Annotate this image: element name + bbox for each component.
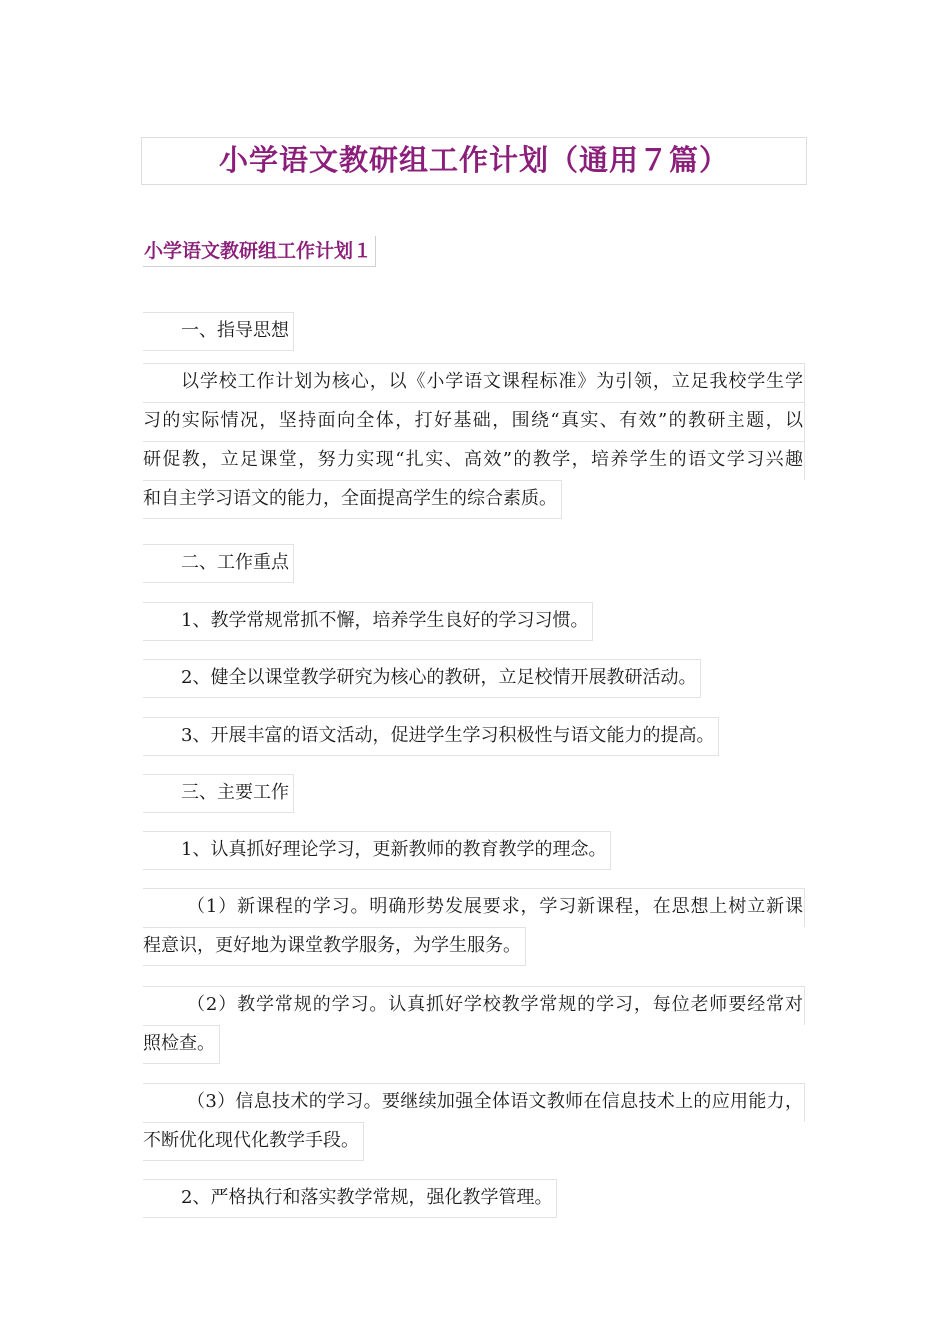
- paragraph-guiding-thought: [143, 363, 805, 519]
- section-heading-focus: [143, 544, 805, 583]
- section-heading-text: 一、指导思想: [143, 312, 294, 351]
- list-item-text: 1、认真抓好理论学习，更新教师的教育教学的理念。: [143, 831, 611, 870]
- paragraph-line: （2）教学常规的学习。认真抓好学校教学常规的学习，每位老师要经常对: [143, 986, 805, 1025]
- paragraph-line: 照检查。: [143, 1025, 220, 1064]
- title-box: [141, 137, 807, 185]
- list-item-text: 2、严格执行和落实教学常规，强化教学管理。: [143, 1179, 557, 1218]
- paragraph-line: 习的实际情况，坚持面向全体，打好基础，围绕“真实、有效”的教研主题，以: [143, 402, 805, 441]
- paragraph-line: 和自主学习语文的能力，全面提高学生的综合素质。: [143, 480, 562, 519]
- paragraph-line: （3）信息技术的学习。要继续加强全体语文教师在信息技术上的应用能力，: [143, 1083, 805, 1122]
- paragraph-line: 以学校工作计划为核心，以《小学语文课程标准》为引领，立足我校学生学: [143, 363, 805, 402]
- list-item-main-2: [143, 1179, 805, 1218]
- list-item-focus-1: [143, 602, 805, 641]
- document-title: 小学语文教研组工作计划（通用７篇）: [218, 143, 729, 177]
- section-heading-main-work: [143, 774, 805, 813]
- section-heading-guiding: [143, 312, 805, 351]
- list-item-focus-2: [143, 659, 805, 698]
- sub-item-2: [143, 986, 805, 1064]
- paragraph-line: 不断优化现代化教学手段。: [143, 1122, 364, 1161]
- paragraph-line: （1）新课程的学习。明确形势发展要求，学习新课程，在思想上树立新课: [143, 888, 805, 927]
- sub-item-1: [143, 888, 805, 966]
- list-item-text: 1、教学常规常抓不懈，培养学生良好的学习习惯。: [143, 602, 593, 641]
- list-item-text: 2、健全以课堂教学研究为核心的教研，立足校情开展教研活动。: [143, 659, 701, 698]
- list-item-focus-3: [143, 717, 805, 756]
- document-subtitle: 小学语文教研组工作计划１: [143, 236, 376, 267]
- list-item-main-1: [143, 831, 805, 870]
- section-heading-text: 二、工作重点: [143, 544, 294, 583]
- paragraph-line: 研促教，立足课堂，努力实现“扎实、高效”的教学，培养学生的语文学习兴趣: [143, 441, 805, 480]
- sub-item-3: [143, 1083, 805, 1161]
- section-heading-text: 三、主要工作: [143, 774, 294, 813]
- list-item-text: 3、开展丰富的语文活动，促进学生学习积极性与语文能力的提高。: [143, 717, 719, 756]
- paragraph-line: 程意识，更好地为课堂教学服务，为学生服务。: [143, 927, 526, 966]
